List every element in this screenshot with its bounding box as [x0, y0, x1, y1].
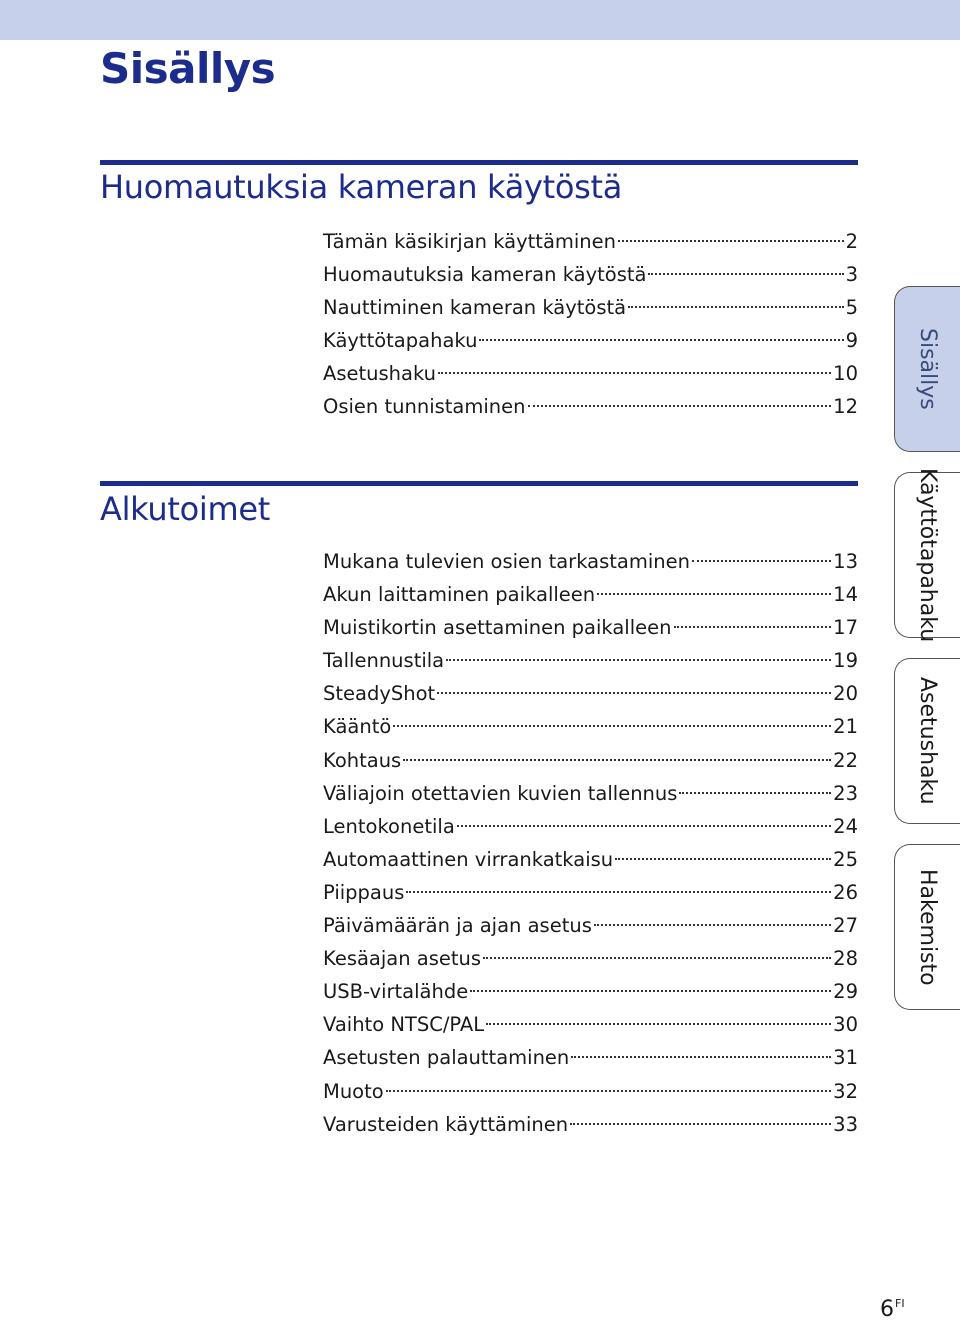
toc-entry[interactable] — [323, 677, 858, 710]
toc-entry[interactable] — [323, 578, 858, 611]
page-number-value: 6 — [880, 1297, 894, 1322]
toc-entry-label[interactable]: Käyttötapahaku — [323, 329, 478, 353]
toc-entry-page[interactable]: 10 — [833, 362, 858, 386]
toc-dot-leader — [597, 593, 831, 595]
toc-entry-page[interactable]: 17 — [833, 616, 858, 640]
toc-dot-leader — [403, 759, 831, 761]
toc-dot-leader — [679, 792, 831, 794]
toc-entry-page[interactable]: 28 — [833, 947, 858, 971]
toc-dot-leader — [648, 273, 843, 275]
toc-entry-page[interactable]: 32 — [833, 1079, 858, 1103]
toc-entry-label[interactable]: Kohtaus — [323, 748, 402, 772]
toc-entry[interactable] — [323, 357, 858, 390]
toc-entry[interactable] — [323, 1041, 858, 1074]
toc-entry-page[interactable]: 12 — [833, 395, 858, 419]
toc-entry-page[interactable]: 14 — [833, 583, 858, 607]
toc-entry-page[interactable]: 3 — [845, 263, 858, 287]
toc-entry-page[interactable]: 24 — [833, 814, 858, 838]
side-tab-label: Sisällys — [915, 328, 940, 410]
toc-entry[interactable] — [323, 225, 858, 258]
toc-dot-leader — [594, 924, 831, 926]
toc-entry-page[interactable]: 13 — [833, 550, 858, 573]
section-heading-getting-started: Alkutoimet — [100, 490, 271, 528]
toc-dot-leader — [437, 692, 831, 694]
toc-entry[interactable] — [323, 710, 858, 743]
toc-entry-label[interactable]: Asetushaku — [323, 362, 437, 386]
side-tab-index[interactable] — [894, 844, 960, 1010]
toc-entry-label[interactable]: Päivämäärän ja ajan asetus — [323, 914, 592, 938]
toc-list-getting-started — [323, 545, 858, 1141]
toc-entry-label[interactable]: Tallennustila — [323, 649, 445, 673]
toc-entry-label[interactable]: Muoto — [323, 1079, 384, 1103]
section-divider — [100, 160, 858, 165]
header-band — [0, 0, 960, 40]
toc-entry-page[interactable]: 25 — [833, 847, 858, 871]
toc-entry-label[interactable]: Osien tunnistaminen — [323, 395, 526, 419]
toc-entry[interactable] — [323, 545, 858, 578]
toc-dot-leader — [479, 339, 843, 341]
toc-entry-label[interactable]: Varusteiden käyttäminen — [323, 1112, 569, 1136]
toc-entry-page[interactable]: 22 — [833, 748, 858, 772]
toc-entry-label[interactable]: Piippaus — [323, 880, 405, 904]
toc-entry-label[interactable]: Mukana tulevien osien tarkastaminen — [323, 550, 690, 573]
toc-dot-leader — [570, 1123, 831, 1125]
toc-entry-label[interactable]: Huomautuksia kameran käytöstä — [323, 263, 647, 287]
toc-entry[interactable] — [323, 810, 858, 843]
toc-dot-leader — [528, 405, 832, 407]
toc-entry-label[interactable]: Akun laittaminen paikalleen — [323, 583, 596, 607]
section-divider — [100, 481, 858, 486]
toc-entry-label[interactable]: Tämän käsikirjan käyttäminen — [323, 230, 617, 253]
toc-entry-page[interactable]: 21 — [833, 715, 858, 739]
toc-entry-page[interactable]: 9 — [845, 329, 858, 353]
toc-entry-label[interactable]: SteadyShot — [323, 682, 436, 706]
side-tab-contents[interactable] — [894, 286, 960, 452]
toc-entry-page[interactable]: 31 — [833, 1046, 858, 1070]
toc-entry[interactable] — [323, 390, 858, 423]
toc-dot-leader — [470, 990, 831, 992]
toc-entry[interactable] — [323, 1075, 858, 1108]
toc-dot-leader — [457, 825, 831, 827]
toc-entry[interactable] — [323, 291, 858, 324]
page-title: Sisällys — [100, 44, 276, 93]
page-number — [880, 1297, 905, 1322]
toc-entry[interactable] — [323, 843, 858, 876]
side-tab-label: Asetushaku — [915, 677, 940, 805]
toc-entry-page[interactable]: 27 — [833, 914, 858, 938]
toc-dot-leader — [615, 858, 831, 860]
toc-dot-leader — [406, 891, 831, 893]
toc-entry[interactable] — [323, 258, 858, 291]
toc-entry[interactable] — [323, 324, 858, 357]
toc-list-notes — [323, 225, 858, 424]
toc-dot-leader — [674, 626, 832, 628]
toc-entry[interactable] — [323, 942, 858, 975]
toc-entry-label[interactable]: USB-virtalähde — [323, 980, 469, 1004]
toc-dot-leader — [618, 240, 844, 242]
toc-entry-page[interactable]: 2 — [845, 230, 858, 253]
toc-entry[interactable] — [323, 876, 858, 909]
toc-entry[interactable] — [323, 1008, 858, 1041]
side-tab-label: Käyttötapahaku — [915, 467, 940, 643]
toc-entry-label[interactable]: Kääntö — [323, 715, 392, 739]
toc-entry[interactable] — [323, 1108, 858, 1141]
toc-entry-page[interactable]: 30 — [833, 1013, 858, 1037]
toc-dot-leader — [446, 659, 831, 661]
toc-entry-label[interactable]: Muistikortin asettaminen paikalleen — [323, 616, 672, 640]
page-number-suffix: FI — [895, 1297, 905, 1310]
toc-entry-label[interactable]: Automaattinen virrankatkaisu — [323, 847, 614, 871]
section-heading-notes: Huomautuksia kameran käytöstä — [100, 168, 623, 206]
toc-entry-label[interactable]: Vaihto NTSC/PAL — [323, 1013, 485, 1037]
toc-entry-page[interactable]: 23 — [833, 781, 858, 805]
toc-dot-leader — [393, 725, 831, 727]
toc-entry-page[interactable]: 29 — [833, 980, 858, 1004]
toc-dot-leader — [486, 1023, 831, 1025]
side-tab-operation-search[interactable] — [894, 467, 960, 643]
toc-entry-page[interactable]: 26 — [833, 880, 858, 904]
toc-dot-leader — [692, 560, 831, 562]
toc-entry-label[interactable]: Lentokonetila — [323, 814, 455, 838]
toc-entry-page[interactable]: 20 — [833, 682, 858, 706]
toc-entry[interactable] — [323, 777, 858, 810]
side-tab-settings-search[interactable] — [894, 658, 960, 824]
toc-dot-leader — [571, 1056, 831, 1058]
toc-entry[interactable] — [323, 744, 858, 777]
toc-entry-label[interactable]: Asetusten palauttaminen — [323, 1046, 570, 1070]
side-tab-label: Hakemisto — [915, 868, 940, 986]
toc-entry-label[interactable]: Nauttiminen kameran käytöstä — [323, 296, 627, 320]
toc-dot-leader — [628, 306, 843, 308]
toc-dot-leader — [438, 372, 831, 374]
toc-entry-page[interactable]: 33 — [833, 1112, 858, 1136]
toc-entry[interactable] — [323, 644, 858, 677]
toc-dot-leader — [386, 1090, 831, 1092]
toc-entry-page[interactable]: 19 — [833, 649, 858, 673]
toc-dot-leader — [483, 957, 831, 959]
toc-entry[interactable] — [323, 909, 858, 942]
toc-entry-label[interactable]: Kesäajan asetus — [323, 947, 482, 971]
toc-entry[interactable] — [323, 975, 858, 1008]
toc-entry[interactable] — [323, 611, 858, 644]
toc-entry-page[interactable]: 5 — [845, 296, 858, 320]
toc-entry-label[interactable]: Väliajoin otettavien kuvien tallennus — [323, 781, 678, 805]
